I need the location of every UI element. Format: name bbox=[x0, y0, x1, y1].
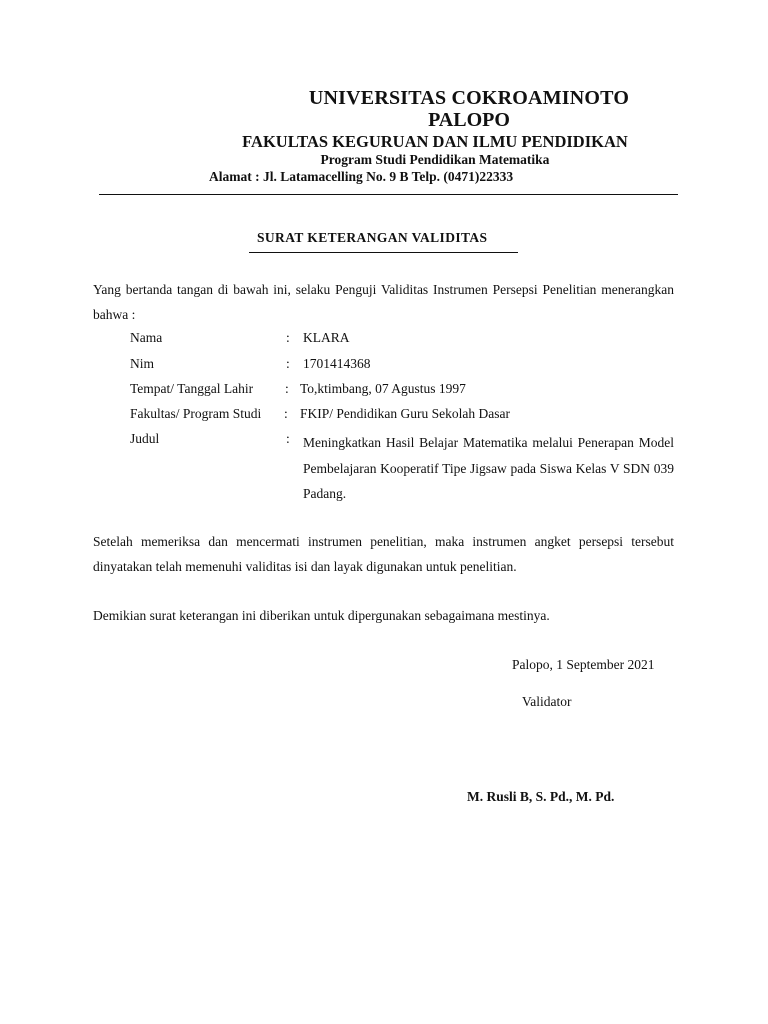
field-label: Fakultas/ Program Studi bbox=[130, 406, 262, 421]
closing-paragraph: Demikian surat keterangan ini diberikan untuk dipergunakan sebagaimana mestinya. bbox=[93, 608, 550, 623]
research-title-value: Meningkatkan Hasil Belajar Matematika melalui Penerapan Model Pembelajaran Kooperatif Tipe Jigsaw pada Siswa Kelas V SDN 039 Padang. bbox=[303, 435, 674, 501]
signer-role: Validator bbox=[522, 694, 572, 709]
university-city: PALOPO bbox=[428, 109, 510, 131]
intro-paragraph: Yang bertanda tangan di bawah ini, selaku Penguji Validitas Instrumen Persepsi Penelitian menerangkan bahwa : bbox=[93, 282, 674, 322]
signer-name: M. Rusli B, S. Pd., M. Pd. bbox=[467, 789, 615, 804]
field-label: Nama bbox=[130, 330, 163, 345]
header-divider bbox=[99, 194, 678, 195]
field-label: Tempat/ Tanggal Lahir bbox=[130, 381, 254, 396]
faculty-name: FAKULTAS KEGURUAN DAN ILMU PENDIDIKAN bbox=[242, 132, 628, 151]
field-label: Judul bbox=[130, 431, 160, 446]
field-value: FKIP/ Pendidikan Guru Sekolah Dasar bbox=[300, 406, 510, 421]
field-label: Nim bbox=[130, 356, 155, 371]
field-colon: : bbox=[285, 381, 289, 396]
university-name: UNIVERSITAS COKROAMINOTO bbox=[308, 87, 630, 109]
field-value: KLARA bbox=[303, 330, 350, 345]
study-program: Program Studi Pendidikan Matematika bbox=[320, 152, 550, 167]
validation-statement: Setelah memeriksa dan mencermati instrumen penelitian, maka instrumen angket persepsi tersebut dinyatakan telah memenuhi validitas isi dan layak digunakan untuk penelitian. bbox=[93, 534, 674, 574]
field-value: 1701414368 bbox=[303, 356, 371, 371]
place-date: Palopo, 1 September 2021 bbox=[512, 657, 655, 672]
field-colon: : bbox=[284, 406, 288, 421]
field-colon: : bbox=[286, 431, 290, 446]
field-colon: : bbox=[286, 330, 290, 345]
title-underline bbox=[249, 252, 518, 253]
field-colon: : bbox=[286, 356, 290, 371]
field-value: To,ktimbang, 07 Agustus 1997 bbox=[300, 381, 466, 396]
document-title: SURAT KETERANGAN VALIDITAS bbox=[257, 230, 488, 245]
address-line: Alamat : Jl. Latamacelling No. 9 B Telp. (0471)22333 bbox=[209, 169, 514, 184]
